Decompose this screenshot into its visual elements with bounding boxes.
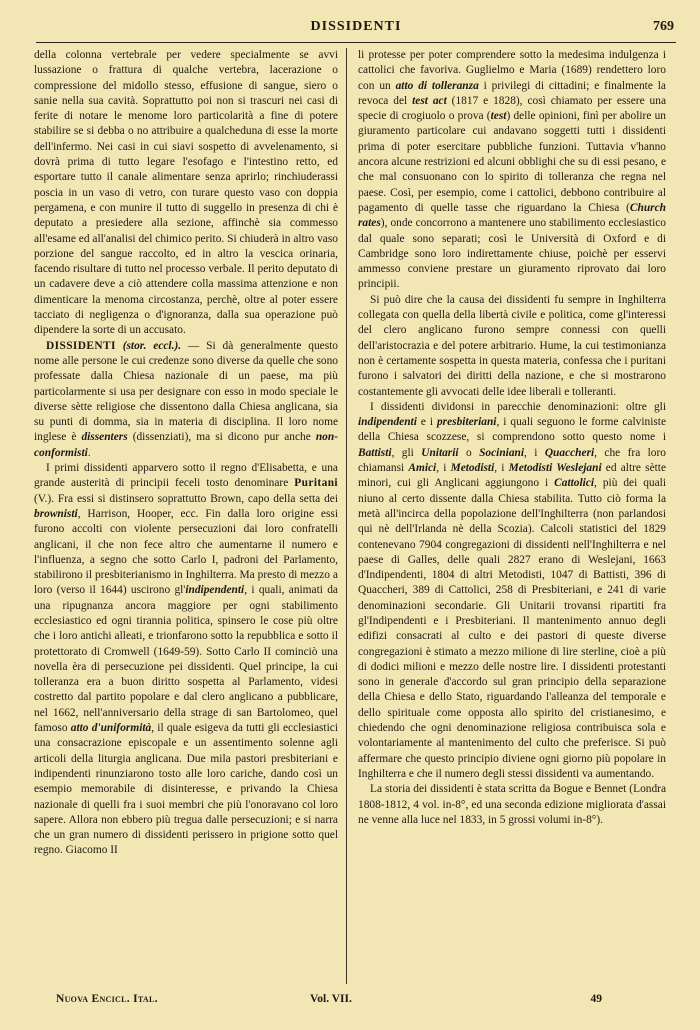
italic-term: brownisti	[34, 507, 78, 520]
right-column	[358, 48, 666, 828]
column-divider	[346, 48, 347, 984]
italic-term: Cattolici	[554, 477, 595, 490]
page-number: 769	[653, 19, 674, 34]
headword: DISSIDENTI	[46, 339, 116, 352]
paragraph: li protesse per poter comprendere sotto la medesima indulgenza i cattolici che favoriva. Guglielmo e Maria (1689) rendettero loro con un atto di tolleranza i privilegi di cittadini; e finalmente la revoca del test act (1817 e 1828), così chiamato per essere una specie di crogiuolo o prova (test) delle opinioni, finì per abolire un giuramento particolare cui andavano soggetti tutti i dissidenti prima di poter esercitare pubbliche funzioni. Tuttavia v'hanno ancora alcune restrizioni ed alcuni obblighi che su di essi pesano, e che mal consuonano con lo spirito di tolleranza che regna nel paese. Così, per esempio, come i cattolici, debbono contribuire al pagamento di quelle tasse che riguardano la Chiesa (Church rates), onde concorrono a mantenere uno stabilimento ecclesiastico dal quale sono separati; così le Università di Oxford e di Cambridge sono loro indirettamente chiuse, poichè per esservi ammesso conviene prestare un giuramento riprovato dai loro principii.	[358, 49, 667, 291]
entry-dissidenti: DISSIDENTI (stor. eccl.). — Si dà generalmente questo nome alle persone le cui credenze sono diverse da quelle che sono professate dalla Chiesa nazionale di un paese, ma più particolarmente si usa per designare con esso in modo speciale le diverse sètte religiose che dissentono dalla Chiesa anglicana, sia su punti di domma, sia in materia di disciplina. Il loro nome inglese è dissenters (dissenziati), ma si dicono pur anche non-conformisti.	[34, 339, 339, 459]
italic-term: Metodisti	[450, 462, 495, 475]
italic-term: Unitarii	[421, 446, 459, 459]
italic-term: dissenters	[81, 431, 128, 444]
page-footer	[56, 993, 602, 1011]
subject-label: (stor. eccl.).	[122, 339, 182, 352]
italic-term: Amici	[408, 462, 437, 475]
italic-term: Quaccheri	[544, 446, 595, 459]
italic-term: Battisti	[358, 446, 392, 459]
publication-title: Nuova Encicl. Ital.	[56, 993, 158, 1005]
paragraph: La storia dei dissidenti è stata scritta da Bogue e Bennet (Londra 1808-1812, 4 vol. in-8°, ed una seconda edizione migliorata d'assai ne venne alla luce nel 1833, in 5 grossi volumi in-8°).	[358, 783, 666, 826]
italic-term: indipendenti	[358, 416, 417, 429]
paragraph: I primi dissidenti apparvero sotto il regno d'Elisabetta, e una grande austerità di principii feceli tosto denominare Puritani (V.). Fra essi si distinsero soprattutto Brown, capo della setta dei brownisti, Harrison, Hooper, ecc. Fin dalla loro origine essi furono accolti con violente persecuzioni dai loro confratelli anglicani, il che non fece altro che aumentarne il numero e l'influenza, a segno che sotto Carlo I, padroni del Parlamento, stabilirono il presbiterianismo in Inghilterra. Ma presto di mezzo a loro (verso il 1644) uscirono gl'indipendenti, i quali, animati da una ripugnanza ancora maggiore per ogni stabilimento ecclesiastico ed ogni tirannia politica, spinsero le cose più oltre che i loro antichi alleati, e trionfarono sotto la repubblica e sotto il protettorato di Cromwell (1649-59). Sotto Carlo II cominciò una novella èra di persecuzione pei dissidenti. Quel principe, la cui tolleranza era a buon diritto sospetta al Parlamento, videsi costretto dal partito popolare e dal clero anglicano a pubblicare, nel 1662, nell'anniversario della strage di san Bartolomeo, quel famoso atto d'uniformità, il quale esigeva da tutti gli ecclesiastici una consacrazione episcopale e un assentimento solenne agli articoli della liturgia anglicana. Due mila pastori presbiteriani e indipendenti rinunziarono tosto alle loro cariche, dando così un esempio memorabile di disinteresse, e privando la Chiesa nazionale di quelli fra i suoi membri che più l'onoravano col loro sapere. Allora non ebbero più tregua dalle persecuzioni; e si narra che un gran numero di dissidenti perissero in prigione sotto quel regno. Giacomo II	[34, 462, 338, 857]
left-column	[34, 48, 338, 859]
italic-term: atto di tolleranza	[395, 79, 479, 92]
italic-term: Metodisti Weslejani	[508, 462, 602, 475]
italic-term: atto d'uniformità	[70, 722, 152, 735]
page-header	[36, 16, 676, 43]
italic-term: Church rates	[358, 201, 666, 230]
sheet-signature: 49	[590, 993, 602, 1005]
volume-number: Vol. VII.	[310, 993, 352, 1005]
italic-term: test	[490, 110, 507, 123]
italic-term: test act	[412, 94, 447, 107]
paragraph: della colonna vertebrale per vedere specialmente se avvi lussazione o frattura di qualche vertebra, lacerazione o compressione del midollo stesso, effusione di sangue, siero o sanie nella sua cavità. Soprattutto poi non si trascuri nei casi di ferite di notare le menome loro particolarità a fine di potere stabilire se si debba o no attribuire a qualcheduna di esse la morte dell'infermo. Nei casi in cui siavi sospetto di avvelenamento, si dovrà prima di tutto legare l'esofago e l'intestino retto, ed esportare tutto il canale alimentare senza aprirlo; rinchiuderassi poscia in un vaso di vetro, con turare questo vaso con doppia pergamena, e con munire il tutto di suggello in presenza di chi è deputato a presiedere alla sezione, affinchè sia commesso all'esame ed all'analisi del chimico perito. Si chiuderà in altro vaso porzione del sangue raccolto, ed in altro la vescica orinaria, facendo risultare di tutto nel processo verbale. Il perito deputato di un cadavere deve a ciò attendere colla massima attenzione e non dimenticare la menoma circostanza, perchè, oltre al poter essere tacciato di negligenza o d'ignoranza, dalla sua operazione può dipendere la sorte di un accusato.	[34, 49, 338, 337]
cross-reference: Puritani	[294, 477, 338, 490]
paragraph: I dissidenti dividonsi in parecchie denominazioni: oltre gli indipendenti e i presbiteriani, i quali seguono le forme calviniste della Chiesa scozzese, si comprendono sotto questo nome i Battisti, gli Unitarii o Sociniani, i Quaccheri, che fra loro chiamansi Amici, i Metodisti, i Metodisti Weslejani ed altre sètte minori, cui gli Anglicani aggiungono i Cattolici, più dei quali niuno al certo dissente dalla Chiesa stabilita. Tutto ciò forma la metà all'incirca della popolazione dell'Inghilterra (non parlandosi qui nè dell'Irlanda nè della Scozia). Calcoli statistici del 1829 contenevano 7904 congregazioni di dissidenti nell'Inghilterra e nel paese di Galles, delle quali 2827 erano di Weslejani, 1663 d'Indipendenti, 1804 di altri Metodisti, 1047 di Battisti, 396 di Quaccheri, 389 di Cattolici, 258 di Presbiteriani, e 241 di varie denominazioni secondarie. Gli Unitarii trovansi ripartiti fra gl'Indipendenti e i Presbiteriani. Il mantenimento annuo degli edifizi consacrati al culto e dei pastori di queste diverse congregazioni è stimato a mezzo milione di lire sterline, cioè a più di dodici milioni e mezzo delle nostre lire. I dissidenti protestanti sono in generale d'accordo sul gran principio della separazione della Chiesa e dello Stato, riguardando l'alleanza del temporale e dello spirituale come opposta allo spirito del cristianesimo, e chiedendo che ogni denominazione religiosa contribuisca sola e volontariamente al mantenimento del culto che preferisce. Si può affermare che questo principio diviene ogni giorno più popolare in Inghilterra e che il numero degli stessi dissidenti va aumentando.	[358, 400, 667, 780]
italic-term: Sociniani	[479, 446, 525, 459]
italic-term: indipendenti	[185, 584, 245, 597]
running-title: DISSIDENTI	[310, 19, 402, 34]
paragraph: Si può dire che la causa dei dissidenti fu sempre in Inghilterra collegata con quella della libertà civile e politica, come gl'interessi del clero anglicano furono sempre connessi con quelli dell'aristocrazia e del potere arbitrario. Hume, la cui testimonianza non è certamente sospetta in questa materia, confessa che i puritani furono i salvatori dei diritti della nazione, e che si mostrarono costantemente gli avvocati delle idee liberali e tolleranti.	[358, 293, 666, 398]
italic-term: presbiteriani	[436, 416, 497, 429]
italic-term: non-conformisti	[34, 431, 338, 459]
